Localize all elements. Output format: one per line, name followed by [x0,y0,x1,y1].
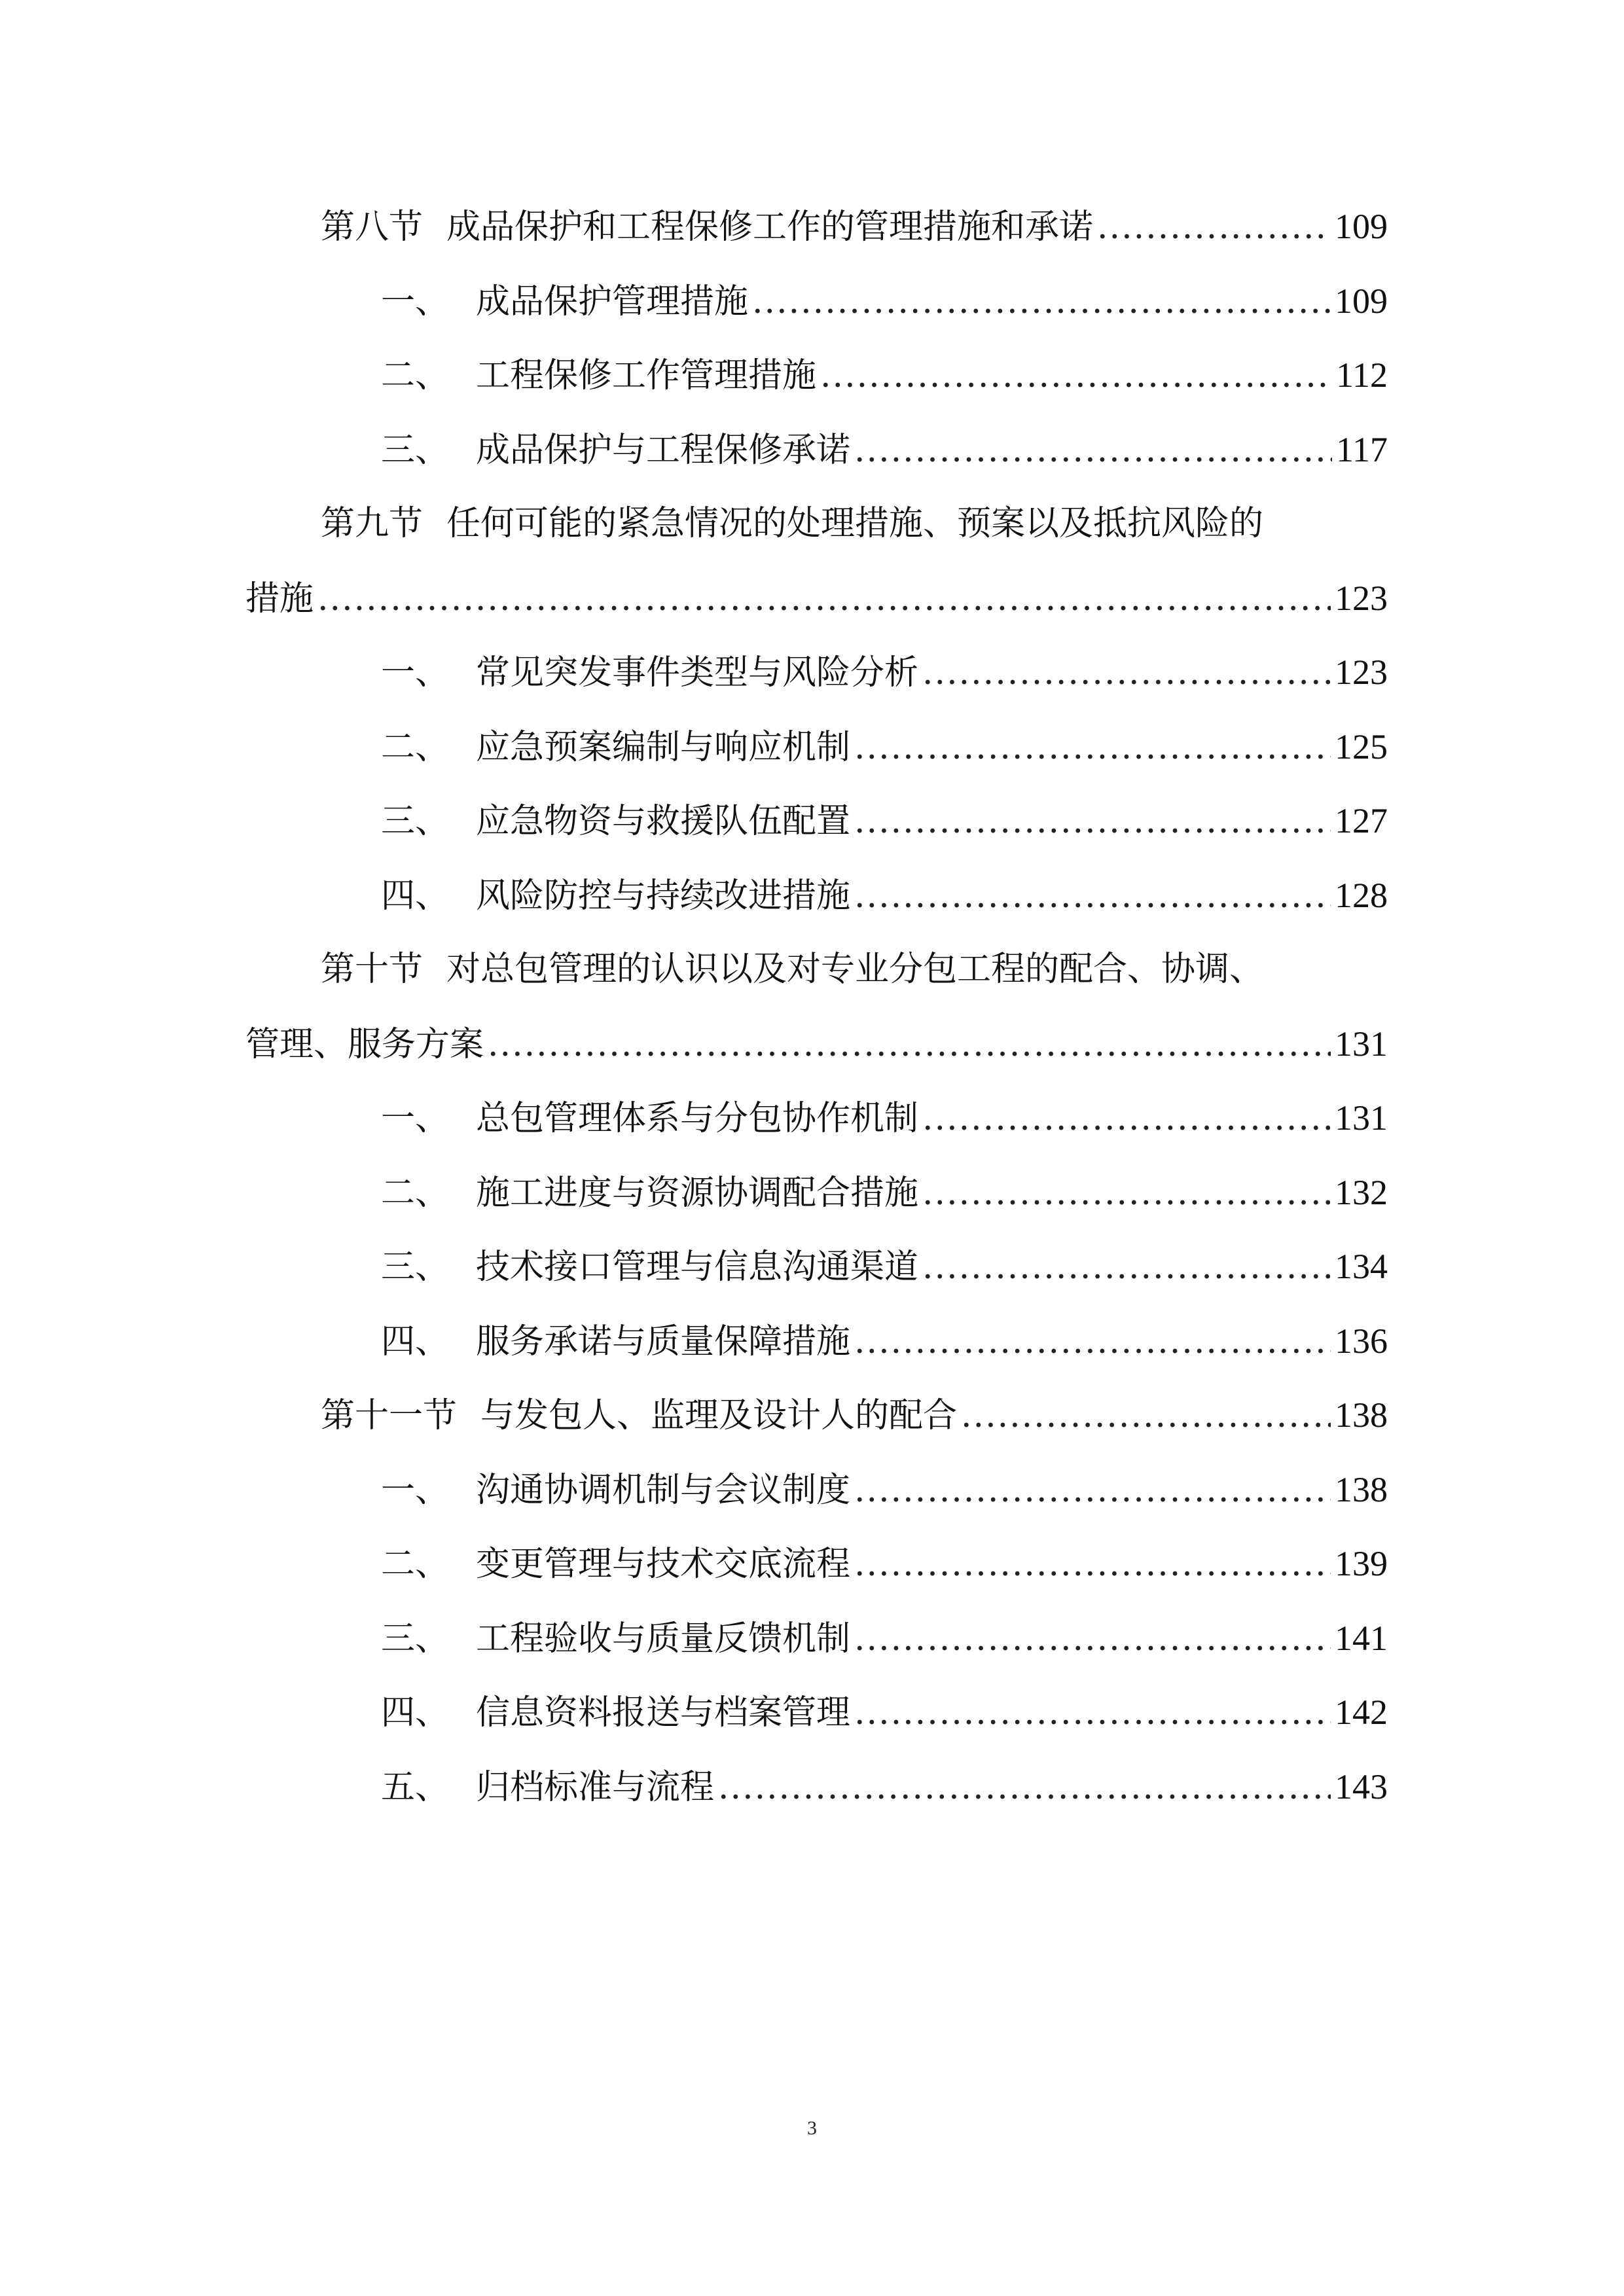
dot-leader [922,1157,1331,1231]
item-title: 技术接口管理与信息沟通渠道 [476,1247,919,1287]
toc-section-8[interactable] [245,190,1388,264]
toc-item-9-4[interactable] [245,859,1388,933]
toc-item-11-5[interactable] [245,1750,1388,1825]
page-reference: 143 [1335,1767,1388,1806]
toc-item-9-2[interactable] [245,710,1388,785]
dot-leader [820,339,1332,414]
dot-leader [854,1305,1331,1380]
item-number: 四、 [381,1321,450,1361]
item-number: 三、 [381,1619,450,1659]
item-title: 风险防控与持续改进措施 [476,876,851,916]
item-title: 信息资料报送与档案管理 [476,1693,851,1732]
item-number: 一、 [381,1470,450,1510]
section-number: 第十一节 [321,1396,458,1435]
item-title: 应急物资与救援队伍配置 [476,802,851,841]
item-title: 常见突发事件类型与风险分析 [476,653,919,692]
toc-section-9-continued[interactable] [245,562,1388,636]
page-reference: 123 [1335,578,1388,618]
dot-leader [752,265,1331,340]
section-title: 与发包人、监理及设计人的配合 [480,1396,958,1435]
toc-item-11-2[interactable] [245,1527,1388,1602]
item-title: 工程验收与质量反馈机制 [476,1619,851,1659]
page-reference: 134 [1335,1247,1388,1286]
table-of-contents [245,190,1388,1824]
toc-section-9[interactable] [245,487,1388,562]
item-title: 成品保护与工程保修承诺 [476,430,851,470]
page-reference: 127 [1335,801,1388,840]
dot-leader [488,1008,1331,1083]
dot-leader [854,1602,1331,1677]
toc-item-9-3[interactable] [245,784,1388,859]
toc-item-8-3[interactable] [245,413,1388,488]
page-reference: 131 [1335,1098,1388,1138]
item-number: 二、 [381,1173,450,1213]
page-reference: 139 [1335,1544,1388,1583]
dot-leader [718,1751,1331,1825]
dot-leader [854,414,1332,488]
page-reference: 128 [1335,875,1388,915]
item-number: 三、 [381,1247,450,1287]
page-reference: 125 [1335,726,1388,766]
item-title: 工程保修工作管理措施 [476,356,817,395]
item-number: 二、 [381,1545,450,1584]
item-number: 四、 [381,1693,450,1732]
dot-leader [922,1082,1331,1157]
page-reference: 141 [1335,1618,1388,1658]
toc-item-11-3[interactable] [245,1602,1388,1676]
page-reference: 131 [1335,1024,1388,1064]
item-number: 一、 [381,653,450,692]
section-number: 第十节 [321,950,424,989]
toc-item-10-2[interactable] [245,1156,1388,1230]
dot-leader [1097,190,1331,265]
section-title: 成品保护和工程保修工作的管理措施和承诺 [446,207,1094,247]
section-title-line2: 措施 [245,579,314,619]
page-reference: 109 [1335,281,1388,321]
page-reference: 136 [1335,1321,1388,1361]
item-title: 应急预案编制与响应机制 [476,727,851,767]
dot-leader [854,785,1331,859]
toc-item-11-1[interactable] [245,1453,1388,1528]
toc-item-11-4[interactable] [245,1676,1388,1750]
dot-leader [317,562,1331,637]
toc-item-10-1[interactable] [245,1081,1388,1156]
item-title: 成品保护管理措施 [476,281,749,321]
item-title: 施工进度与资源协调配合措施 [476,1173,919,1213]
toc-item-10-4[interactable] [245,1304,1388,1379]
dot-leader [854,711,1331,785]
toc-item-8-2[interactable] [245,338,1388,413]
dot-leader [854,1676,1331,1751]
page-reference: 138 [1335,1395,1388,1435]
page-number: 3 [807,2117,817,2139]
page-reference: 109 [1335,207,1388,246]
toc-item-10-3[interactable] [245,1230,1388,1304]
item-title: 服务承诺与质量保障措施 [476,1321,851,1361]
item-title: 变更管理与技术交底流程 [476,1545,851,1584]
item-number: 一、 [381,1099,450,1138]
toc-section-11[interactable] [245,1378,1388,1453]
page-reference: 112 [1336,355,1388,395]
dot-leader [961,1379,1331,1454]
item-title: 归档标准与流程 [476,1767,715,1807]
page-reference: 123 [1335,653,1388,692]
item-number: 五、 [381,1767,450,1807]
dot-leader [922,636,1331,711]
page-reference: 142 [1335,1693,1388,1732]
section-title-line1: 任何可能的紧急情况的处理措施、预案以及抵抗风险的 [446,504,1264,543]
section-number: 第八节 [321,207,424,247]
item-number: 三、 [381,802,450,841]
page-reference: 132 [1335,1172,1388,1212]
toc-item-8-1[interactable] [245,264,1388,339]
dot-leader [854,859,1331,934]
toc-section-10[interactable] [245,933,1388,1007]
section-title-line2: 管理、服务方案 [245,1024,484,1064]
section-number: 第九节 [321,504,424,543]
item-number: 三、 [381,430,450,470]
item-number: 一、 [381,281,450,321]
dot-leader [922,1230,1331,1305]
item-title: 总包管理体系与分包协作机制 [476,1099,919,1138]
page-reference: 138 [1335,1469,1388,1509]
item-title: 沟通协调机制与会议制度 [476,1470,851,1510]
dot-leader [854,1528,1331,1602]
section-title-line1: 对总包管理的认识以及对专业分包工程的配合、协调、 [446,950,1264,989]
item-number: 四、 [381,876,450,916]
page-reference: 117 [1336,429,1388,469]
toc-section-10-continued[interactable] [245,1007,1388,1082]
item-number: 二、 [381,356,450,395]
item-number: 二、 [381,727,450,767]
dot-leader [854,1454,1331,1528]
toc-item-9-1[interactable] [245,636,1388,710]
